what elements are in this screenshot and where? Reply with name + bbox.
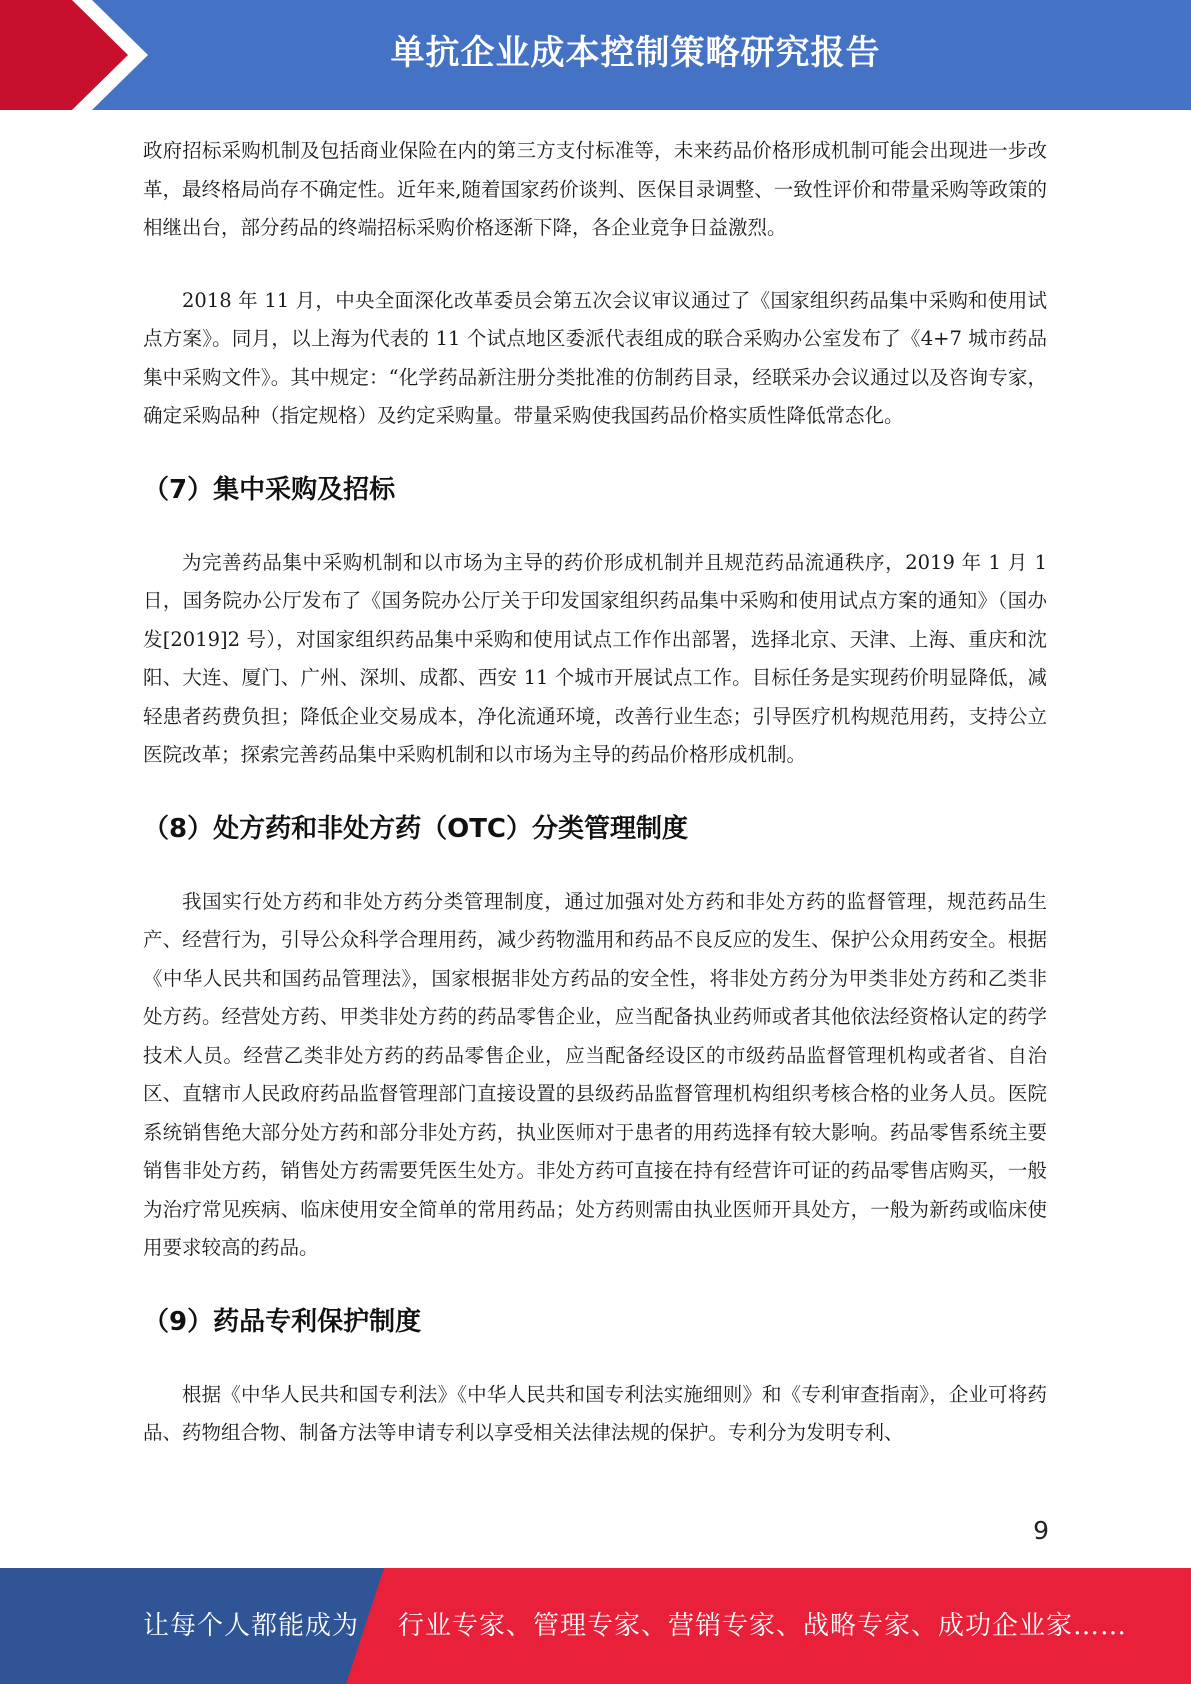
footer-slogan-right: 行业专家、管理专家、营销专家、战略专家、成功企业家……: [398, 1611, 1128, 1641]
section-heading-patent-protection: （9）药品专利保护制度: [143, 1306, 422, 1337]
paragraph-otc-classification: 我国实行处方药和非处方药分类管理制度，通过加强对处方药和非处方药的监督管理，规范药品生产、经营行为，引导公众科学合理用药，减少药物滥用和药品不良反应的发生、保护公众用药安全。根据《中华人民共和国药品管理法》，国家根据非处方药品的安全性，将非处方药分为甲类非处方药和乙类非处方药。经营处方药、甲类非处方药的药品零售企业，应当配备执业药师或者其他依法经资格认定的药学技术人员。经营乙类非处方药的药品零售企业，应当配备经设区的市级药品监督管理机构或者省、自治区、直辖市人民政府药品监督管理部门直接设置的县级药品监督管理机构组织考核合格的业务人员。医院系统销售绝大部分处方药和部分非处方药，执业医师对于患者的用药选择有较大影响。药品零售系统主要销售非处方药，销售处方药需要凭医生处方。非处方药可直接在持有经营许可证的药品零售店购买，一般为治疗常见疾病、临床使用安全简单的常用药品；处方药则需由执业医师开具处方，一般为新药或临床使用要求较高的药品。: [143, 889, 1047, 1259]
page-header: [0, 0, 1191, 110]
page-footer: [0, 1568, 1191, 1684]
paragraph-pricing-mechanism: 政府招标采购机制及包括商业保险在内的第三方支付标准等，未来药品价格形成机制可能会出现进一步改革，最终格局尚存不确定性。近年来,随着国家药价谈判、医保目录调整、一致性评价和带量采购等政策的相继出台，部分药品的终端招标采购价格逐渐下降，各企业竞争日益激烈。: [143, 139, 1047, 239]
report-title: 单抗企业成本控制策略研究报告: [390, 33, 881, 73]
section-heading-otc-classification: （8）处方药和非处方药（OTC）分类管理制度: [143, 813, 689, 844]
footer-slogan-left: 让每个人都能成为: [143, 1611, 360, 1641]
document-body: [143, 132, 1047, 1487]
paragraph-patent-protection: 根据《中华人民共和国专利法》《中华人民共和国专利法实施细则》和《专利审查指南》，企业可将药品、药物组合物、制备方法等申请专利以享受相关法律法规的保护。专利分为发明专利、: [143, 1382, 1047, 1444]
page-number: 9: [1033, 1516, 1049, 1545]
paragraph-centralized-procurement: 为完善药品集中采购机制和以市场为主导的药价形成机制并且规范药品流通秩序，2019 年 1 月 1 日，国务院办公厅发布了《国务院办公厅关于印发国家组织药品集中采购和使用试点方案的通知》（国办发[2019]2 号），对国家组织药品集中采购和使用试点工作作出部署，选择北京、天津、上海、重庆和沈阳、大连、厦门、广州、深圳、成都、西安 11 个城市开展试点工作。目标任务是实现药价明显降低，减轻患者药费负担；降低企业交易成本，净化流通环境，改善行业生态；引导医疗机构规范用药，支持公立医院改革；探索完善药品集中采购机制和以市场为主导的药品价格形成机制。: [143, 550, 1047, 766]
paragraph-2018-procurement: 2018 年 11 月，中央全面深化改革委员会第五次会议审议通过了《国家组织药品集中采购和使用试点方案》。同月，以上海为代表的 11 个试点地区委派代表组成的联合采购办公室发布了《4+7 城市药品集中采购文件》。其中规定：“化学药品新注册分类批准的仿制药目录，经联采办会议通过以及咨询专家，确定采购品种（指定规格）及约定采购量。带量采购使我国药品价格实质性降低常态化。: [143, 288, 1047, 427]
section-heading-centralized-procurement: （7）集中采购及招标: [143, 474, 396, 505]
